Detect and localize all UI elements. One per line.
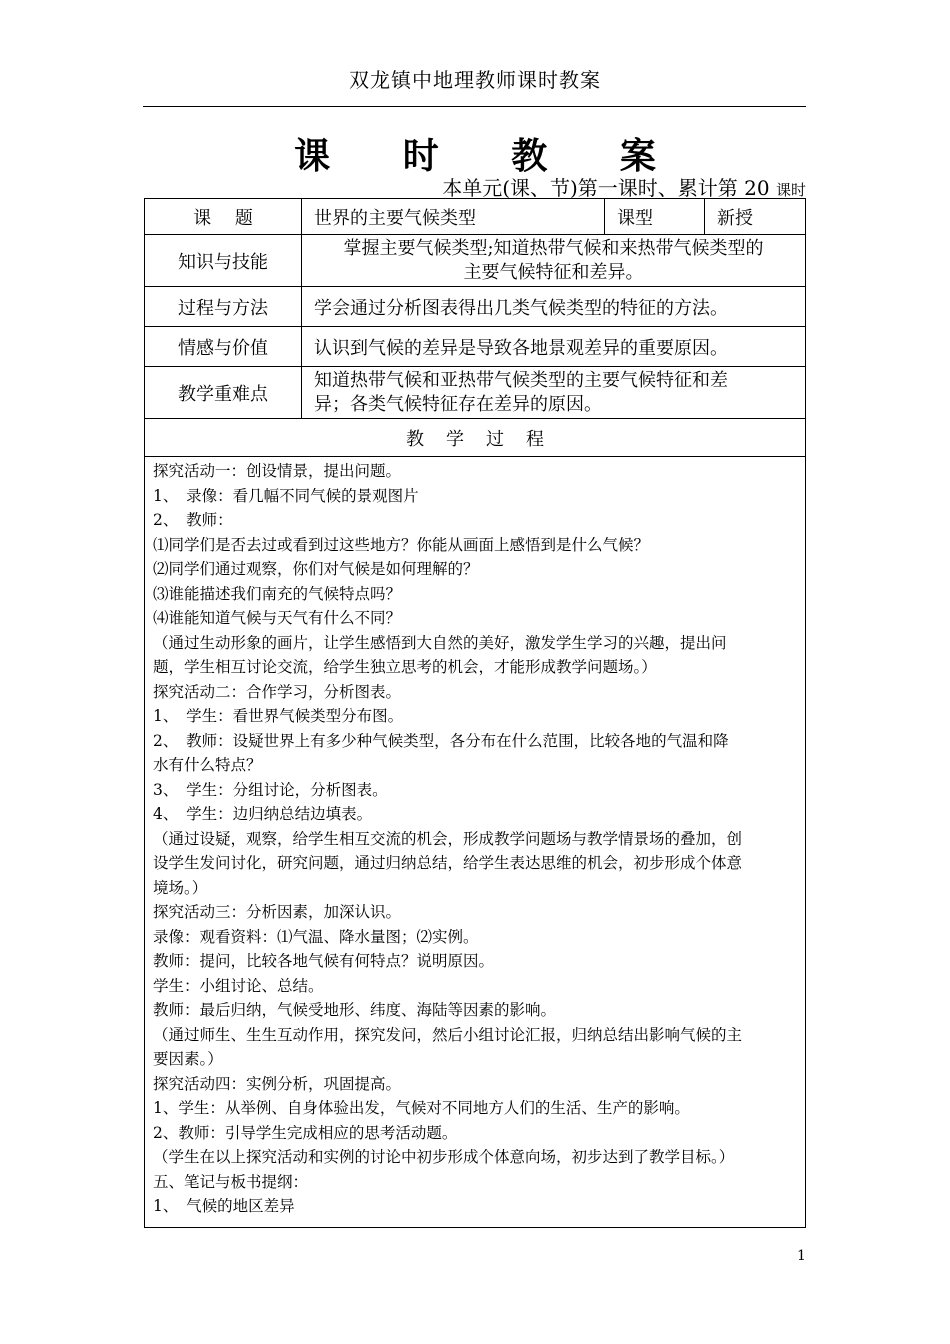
lesson-counter-unit: 课时 — [775, 181, 806, 199]
process-line: 1、 录像：看几幅不同气候的景观图片 — [153, 486, 419, 505]
lesson-counter — [442, 172, 806, 201]
difficulty-line-2: 异；各类气候特征存在差异的原因。 — [314, 393, 602, 415]
title-char-3: 教 — [511, 135, 548, 177]
difficulty-label: 教学重难点 — [145, 367, 302, 419]
table-row-process-body — [145, 457, 806, 1228]
table-row-process — [145, 287, 806, 327]
process-line: ⑶谁能描述我们南充的气候特点吗？ — [153, 584, 402, 603]
process-line: （通过师生、生生互动作用，探究发问，然后小组讨论汇报，归纳总结出影响气候的主 — [153, 1025, 743, 1044]
process-line: 设学生发问讨化，研究问题，通过归纳总结，给学生表达思维的机会，初步形成个体意 — [153, 854, 743, 872]
table-row-knowledge — [145, 235, 806, 287]
process-line: 2、 教师：设疑世界上有多少种气候类型，各分布在什么范围，比较各地的气温和降 — [153, 731, 729, 750]
page-number: 1 — [797, 1248, 806, 1264]
process-line: ⑴同学们是否去过或看到过这些地方？你能从画面上感悟到是什么气候？ — [153, 535, 650, 554]
process-line: ⑵同学们通过观察，你们对气候是如何理解的？ — [153, 560, 479, 578]
table-row-topic — [145, 199, 806, 235]
process-line: 探究活动二：合作学习，分析图表。 — [153, 682, 402, 701]
process-line: （通过设疑，观察，给学生相互交流的机会，形成教学问题场与教学情景场的叠加，创 — [153, 829, 743, 848]
difficulty-value — [302, 367, 806, 419]
process-method-label: 过程与方法 — [145, 287, 302, 327]
title-char-4: 案 — [619, 135, 656, 177]
lesson-type-value: 新授 — [705, 199, 806, 235]
process-line: 探究活动三：分析因素，加深认识。 — [153, 903, 402, 921]
knowledge-label: 知识与技能 — [145, 235, 302, 287]
knowledge-line-2: 主要气候特征和差异。 — [463, 261, 644, 283]
lesson-type-label: 课型 — [605, 199, 705, 235]
process-line: 要因素。） — [153, 1050, 223, 1068]
process-line: 探究活动四：实例分析，巩固提高。 — [153, 1074, 402, 1093]
header-rule — [143, 106, 806, 107]
teaching-process-heading: 教学过程 — [145, 419, 806, 457]
process-line: 教师：最后归纳，气候受地形、纬度、海陆等因素的影响。 — [153, 1001, 557, 1019]
topic-value: 世界的主要气候类型 — [302, 199, 605, 235]
lesson-counter-text: 本单元(课、节)第一课时、累计第 20 — [442, 176, 776, 200]
process-line: 3、 学生：分组讨论，分析图表。 — [153, 780, 388, 799]
process-line: ⑷谁能知道气候与天气有什么不同？ — [153, 609, 402, 627]
topic-label: 课 题 — [145, 199, 302, 235]
process-line: 学生：小组讨论、总结。 — [153, 976, 324, 995]
table-row-values — [145, 327, 806, 367]
process-line: 境场。） — [153, 878, 208, 897]
process-line: 题，学生相互讨论交流，给学生独立思考的机会，才能形成教学问题场。） — [153, 658, 657, 676]
teaching-process-body — [145, 457, 806, 1228]
process-line: （学生在以上探究活动和实例的讨论中初步形成个体意向场，初步达到了教学目标。） — [153, 1148, 735, 1166]
process-line: 教师：提问，比较各地气候有何特点？说明原因。 — [153, 952, 495, 970]
process-line: 2、教师：引导学生完成相应的思考活动题。 — [153, 1123, 458, 1142]
process-line: 录像：观看资料：⑴气温、降水量图；⑵实例。 — [153, 927, 479, 946]
process-line: 1、 气候的地区差异 — [153, 1197, 295, 1215]
process-line: 探究活动一：创设情景，提出问题。 — [153, 462, 402, 480]
process-line: 4、 学生：边归纳总结边填表。 — [153, 805, 373, 823]
process-line: 水有什么特点？ — [153, 756, 262, 774]
values-label: 情感与价值 — [145, 327, 302, 367]
lesson-plan-table — [144, 198, 806, 1228]
process-line: 五、笔记与板书提纲： — [153, 1172, 309, 1191]
process-method-value: 学会通过分析图表得出几类气候类型的特征的方法。 — [302, 287, 806, 327]
difficulty-line-1: 知道热带气候和亚热带气候类型的主要气候特征和差 — [314, 369, 728, 391]
process-line: （通过生动形象的画片，让学生感悟到大自然的美好，激发学生学习的兴趣，提出问 — [153, 633, 727, 652]
process-line: 2、 教师： — [153, 511, 233, 529]
process-line: 1、学生：从举例、自身体验出发，气候对不同地方人们的生活、生产的影响。 — [153, 1099, 690, 1117]
knowledge-line-1: 掌握主要气候类型;知道热带气候和来热带气候类型的 — [343, 237, 764, 259]
title-char-1: 课 — [294, 135, 331, 177]
process-line: 1、 学生：看世界气候类型分布图。 — [153, 707, 404, 725]
table-row-difficulty — [145, 367, 806, 419]
values-value: 认识到气候的差异是导致各地景观差异的重要原因。 — [302, 327, 806, 367]
page-header: 双龙镇中地理教师课时教案 — [349, 68, 601, 92]
table-row-process-header — [145, 419, 806, 457]
title-char-2: 时 — [402, 135, 439, 177]
knowledge-value — [302, 235, 806, 287]
